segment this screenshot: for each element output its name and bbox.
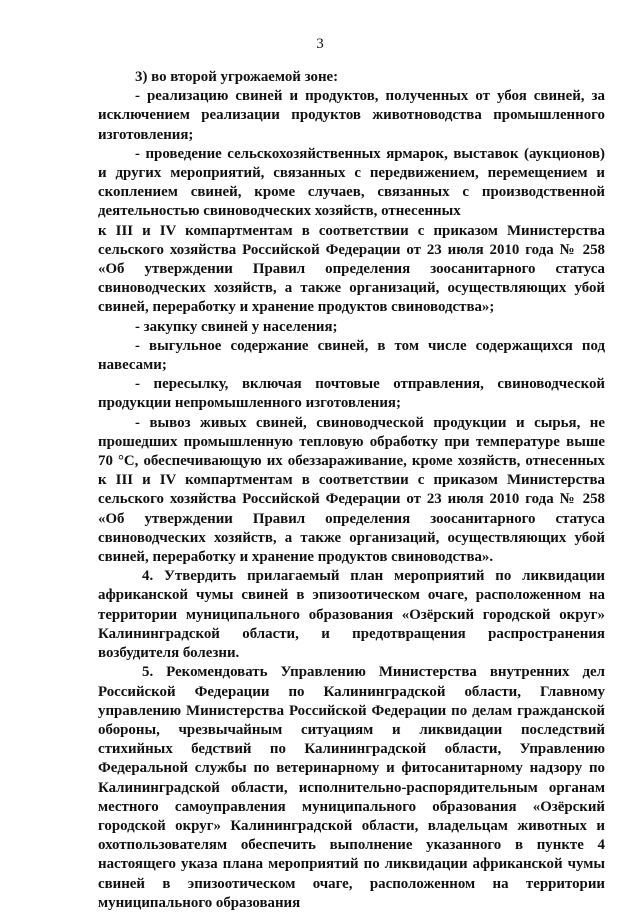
paragraph-sale-ban: - реализацию свиней и продуктов, полученных от убоя свиней, за исключением реализации продуктов животноводства промышленного изготовления; [98, 88, 605, 143]
paragraph-export-ban: - вывоз живых свиней, свиноводческой продукции и сырья, не прошедших промышленную тепловую обработку при температуре выше 70 °С, обеспечивающую их обеззараживание, кроме хозяйств, отнесенных к III и IV компартментам в соответствии с приказом Министерства сельского хозяйства Российской Федерации от 23 июля 2010 года № 258 «Об утверждении Правил определения зоосанитарного статуса свиноводческих хозяйств, а также организаций, осуществляющих убой свиней, переработку и хранение продуктов свиноводства». [98, 414, 605, 566]
paragraph-item-4: 4. Утвердить прилагаемый план мероприятий по ликвидации африканской чумы свиней в эпизоотическом очаге, расположенном на территории муниципального образования «Озёрский городской округ» Калининградской области, и предотвращения распространения возбудителя болезни. [98, 568, 605, 662]
document-body [98, 68, 605, 913]
paragraph-free-range-ban: - выгульное содержание свиней, в том числе содержащихся под навесами; [98, 337, 605, 374]
paragraph-item-5: 5. Рекомендовать Управлению Министерства внутренних дел Российской Федерации по Калининградской области, Главному управлению Министерства Российской Федерации по делам гражданской обороны, чрезвычайным ситуациям и ликвидации последствий стихийных бедствий по Калининградской области, Управлению Федеральной службы по ветеринарному и фитосанитарному надзору по Калининградской области, исполнительно-распорядительным органам местного самоуправления муниципального образования «Озёрский городской округ» Калининградской области, владельцам животных и охотпользователям обеспечить выполнение указанного в пункте 4 настоящего указа плана мероприятий по ликвидации африканской чумы свиней в эпизоотическом очаге, расположенном на территории муниципального образования [98, 664, 605, 911]
paragraph-compartments-reference: к III и IV компартментам в соответствии с приказом Министерства сельского хозяйства Российской Федерации от 23 июля 2010 года № 258 «Об утверждении Правил определения зоосанитарного статуса свиноводческих хозяйств, а также организаций, осуществляющих убой свиней, переработку и хранение продуктов свиноводства»; [98, 222, 605, 316]
page-number: 3 [316, 36, 324, 52]
paragraph-purchase-ban: - закупку свиней у населения; [135, 318, 338, 335]
paragraph-mailing-ban: - пересылку, включая почтовые отправления, свиноводческой продукции непромышленного изготовления; [98, 376, 605, 412]
paragraph-second-zone-heading: 3) во второй угрожаемой зоне: [135, 69, 339, 85]
paragraph-fairs-ban: - проведение сельскохозяйственных ярмарок, выставок (аукционов) и других мероприятий, связанных с передвижением, перемещением и скоплением свиней, кроме случаев, связанных с производственной деятельностью свиноводческих хозяйств, отнесенных [98, 145, 605, 220]
